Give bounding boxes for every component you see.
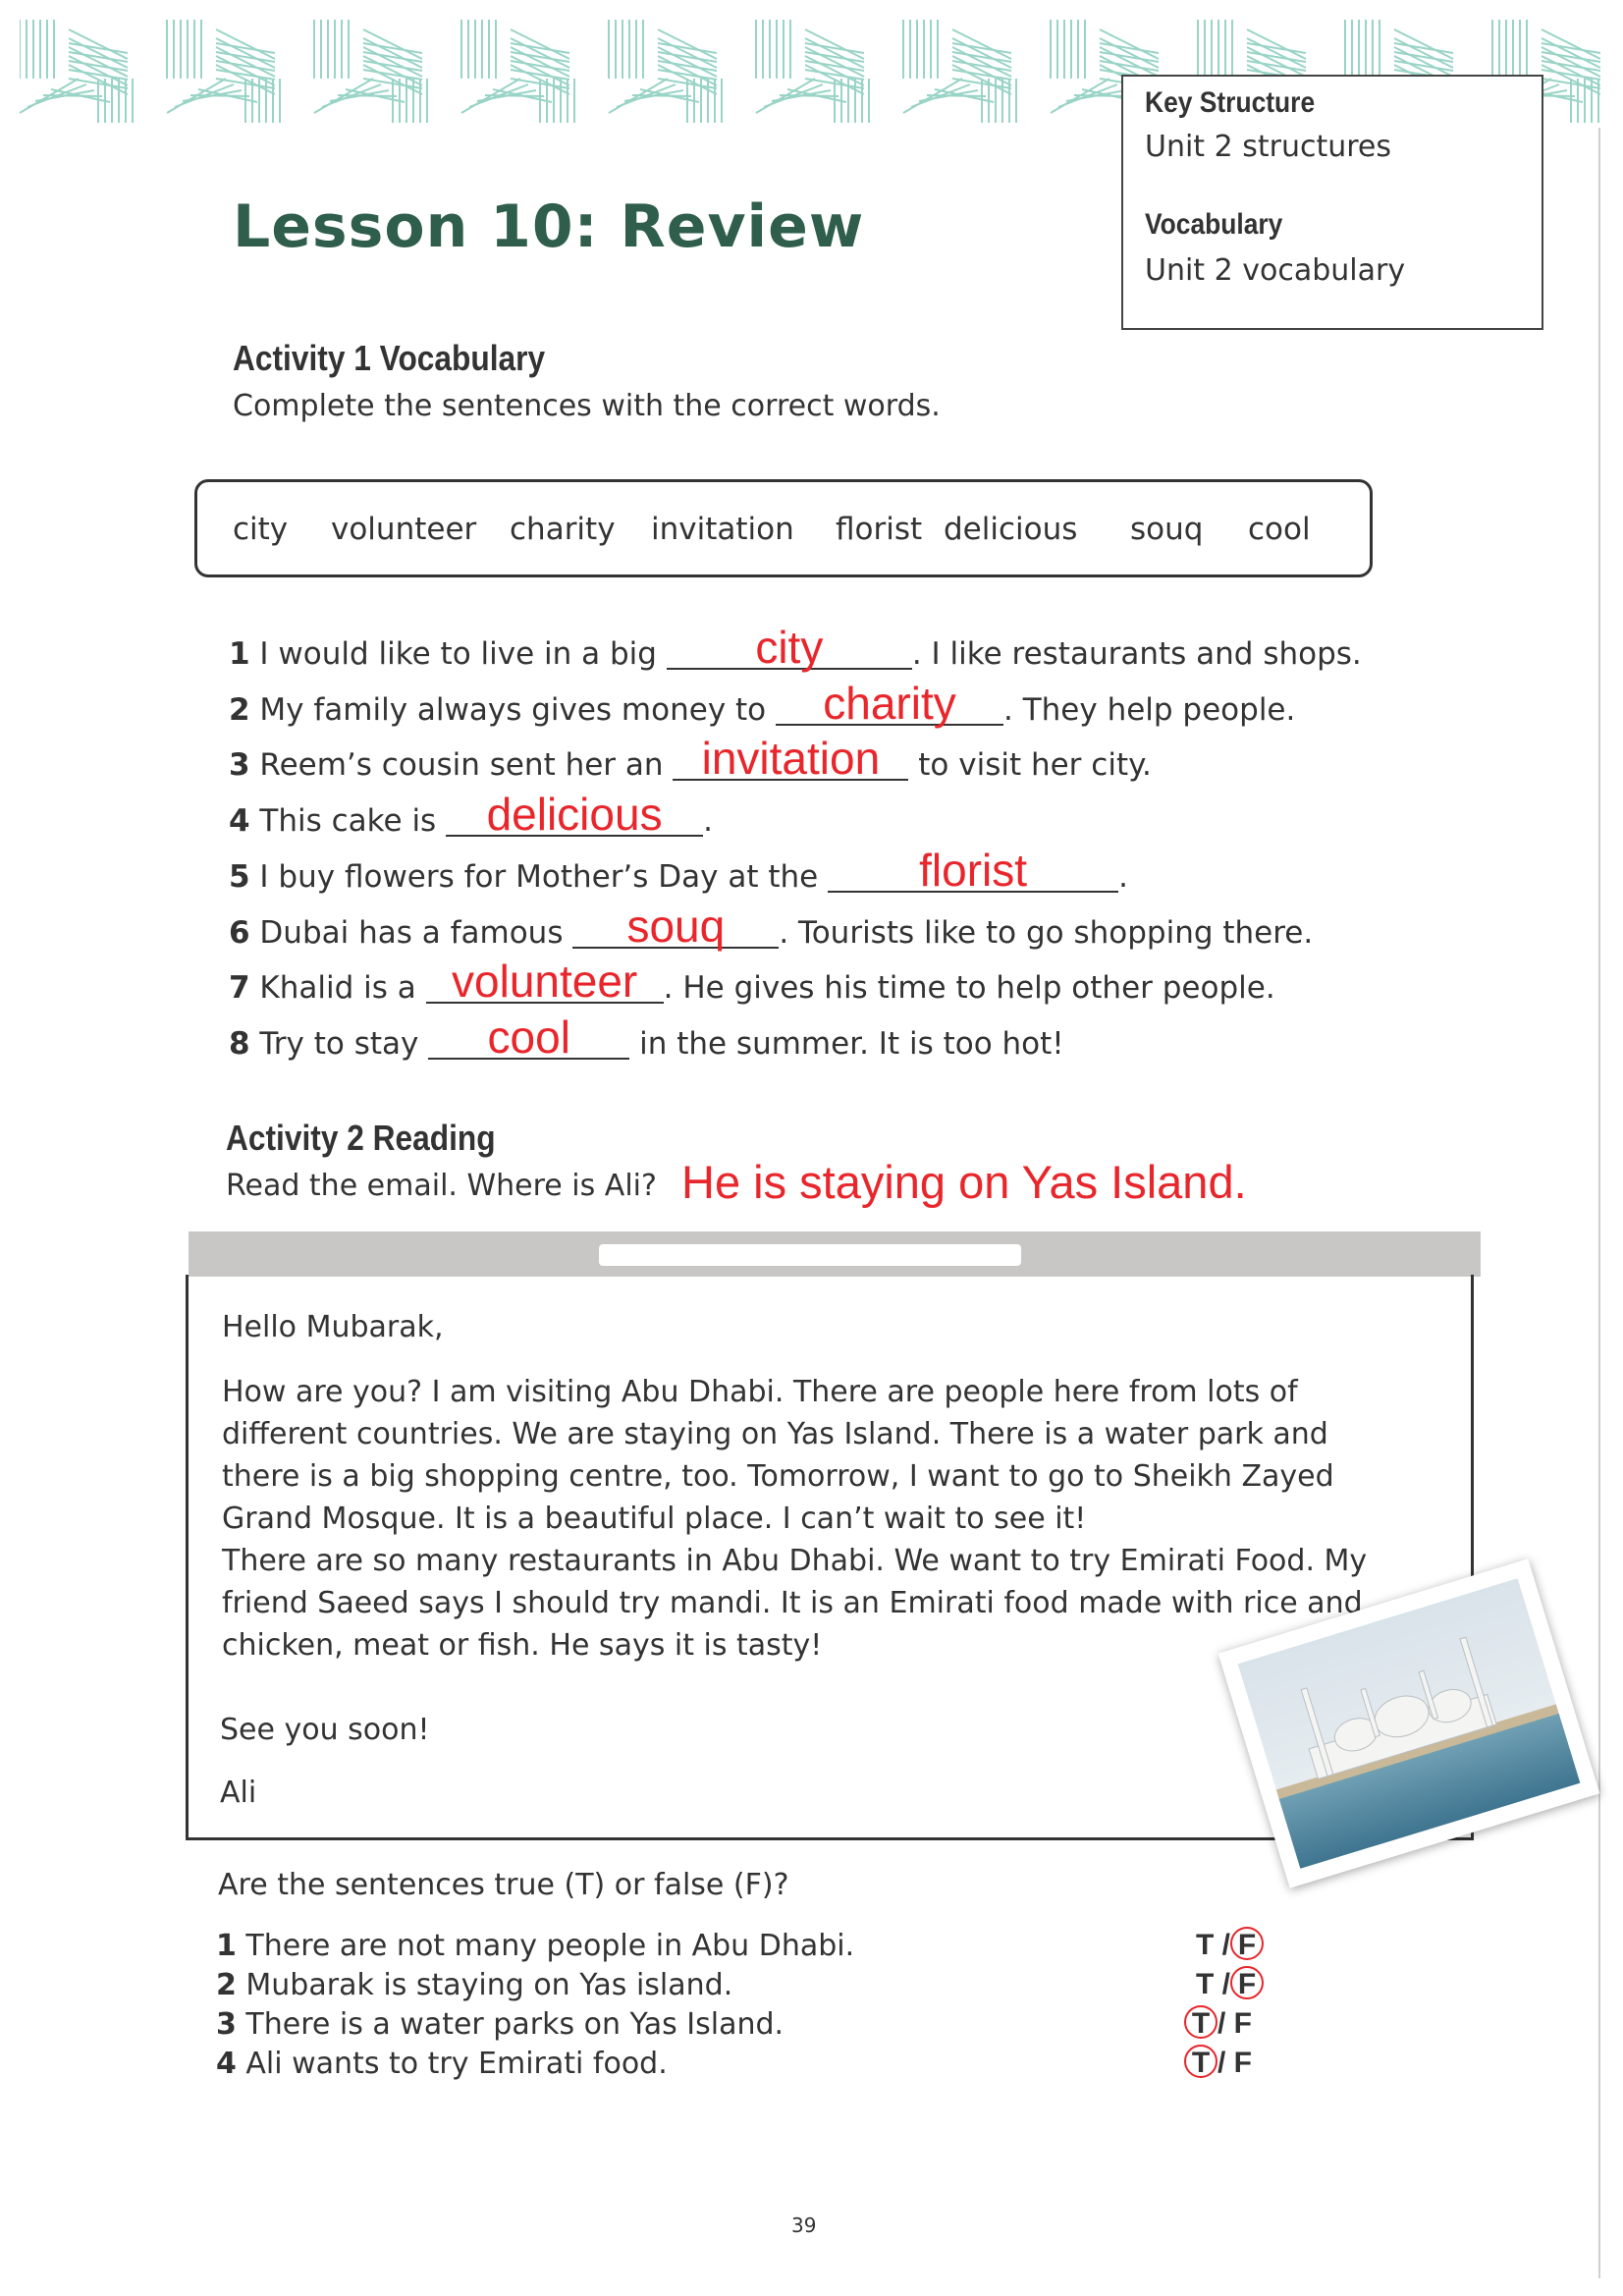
answer-blank[interactable]: charity <box>776 686 1003 726</box>
written-answer: He is staying on Yas Island. <box>681 1156 1247 1208</box>
sentence-3: 3 Reem’s cousin sent her an invitation to visit her city. <box>229 733 1152 784</box>
answer-blank[interactable]: florist <box>828 853 1118 893</box>
sentence-2: 2 My family always gives money to charity . They help people. <box>229 678 1296 729</box>
tf-instruction: Are the sentences true (T) or false (F)? <box>218 1868 789 1902</box>
sentence-1: 1 I would like to live in a big city . I like restaurants and shops. <box>229 622 1362 673</box>
email-line: friend Saeed says I should try mandi. It is an Emirati food made with rice and <box>222 1586 1363 1620</box>
vocabulary-text: Unit 2 vocabulary <box>1145 253 1406 288</box>
page-number: 39 <box>791 2214 817 2237</box>
sentence-6: 6 Dubai has a famous souq . Tourists like to go shopping there. <box>229 901 1314 952</box>
email-line: different countries. We are staying on Yas Island. There is a water park and <box>222 1417 1328 1451</box>
answer-blank[interactable]: volunteer <box>426 964 664 1004</box>
activity1-instruction: Complete the sentences with the correct words. <box>233 389 941 423</box>
email-closing: See you soon! <box>220 1713 430 1747</box>
sentence-5: 5 I buy flowers for Mother’s Day at the florist . <box>229 845 1128 896</box>
email-subject-field <box>599 1244 1021 1266</box>
word-bank-item: volunteer <box>331 512 477 547</box>
vocabulary-heading: Vocabulary <box>1145 208 1283 241</box>
answer-blank[interactable]: city <box>667 630 912 670</box>
word-bank-item: florist <box>836 512 923 547</box>
word-bank-item: cool <box>1248 512 1311 547</box>
sentence-7: 7 Khalid is a volunteer . He gives his time to help other people. <box>229 956 1275 1007</box>
circled-answer: F <box>1230 1966 1264 1999</box>
email-line: chicken, meat or fish. He says it is tasty! <box>222 1628 823 1663</box>
word-bank-item: souq <box>1130 512 1204 547</box>
page-title: Lesson 10: Review <box>233 192 865 261</box>
activity2-instruction: Read the email. Where is Ali? <box>226 1169 657 1203</box>
key-structure-box <box>1121 75 1543 330</box>
email-greeting: Hello Mubarak, <box>222 1310 444 1344</box>
tf-item-2: 2 Mubarak is staying on Yas island. <box>216 1968 733 2002</box>
key-structure-text: Unit 2 structures <box>1145 130 1392 164</box>
email-line: How are you? I am visiting Abu Dhabi. There are people here from lots of <box>222 1375 1298 1409</box>
activity1-heading: Activity 1 Vocabulary <box>233 338 546 378</box>
word-bank-item: delicious <box>944 512 1078 547</box>
activity2-heading: Activity 2 Reading <box>226 1118 496 1158</box>
circled-answer: T <box>1184 2045 1217 2078</box>
key-structure-heading: Key Structure <box>1145 86 1316 119</box>
tf-choice-2[interactable]: T / F <box>1196 1966 1264 2001</box>
word-bank-item: charity <box>510 512 616 547</box>
answer-blank[interactable]: souq <box>572 909 779 949</box>
email-line: there is a big shopping centre, too. Tomorrow, I want to go to Sheikh Zayed <box>222 1459 1334 1494</box>
word-bank-item: invitation <box>651 512 794 547</box>
tf-item-3: 3 There is a water parks on Yas Island. <box>216 2007 784 2042</box>
sentence-8: 8 Try to stay cool in the summer. It is too hot! <box>229 1011 1064 1063</box>
email-line: Grand Mosque. It is a beautiful place. I can’t wait to see it! <box>222 1502 1087 1536</box>
answer-blank[interactable]: cool <box>428 1020 629 1060</box>
circled-answer: T <box>1184 2005 1217 2039</box>
email-line: There are so many restaurants in Abu Dhabi. We want to try Emirati Food. My <box>222 1544 1368 1578</box>
answer-blank[interactable]: invitation <box>673 741 908 781</box>
tf-item-4: 4 Ali wants to try Emirati food. <box>216 2047 668 2081</box>
sentence-4: 4 This cake is delicious . <box>229 789 713 840</box>
answer-blank[interactable]: delicious <box>446 797 703 837</box>
page-edge-line <box>1598 128 1600 2278</box>
circled-answer: F <box>1230 1927 1264 1960</box>
email-paragraph <box>222 1371 1367 1667</box>
word-bank-item: city <box>233 512 289 547</box>
tf-choice-3[interactable]: T / F <box>1184 2005 1252 2041</box>
email-signature: Ali <box>220 1776 257 1810</box>
tf-item-1: 1 There are not many people in Abu Dhabi. <box>216 1929 855 1963</box>
tf-choice-1[interactable]: T / F <box>1196 1927 1264 1962</box>
word-bank <box>194 479 1373 577</box>
tf-choice-4[interactable]: T / F <box>1184 2045 1252 2080</box>
